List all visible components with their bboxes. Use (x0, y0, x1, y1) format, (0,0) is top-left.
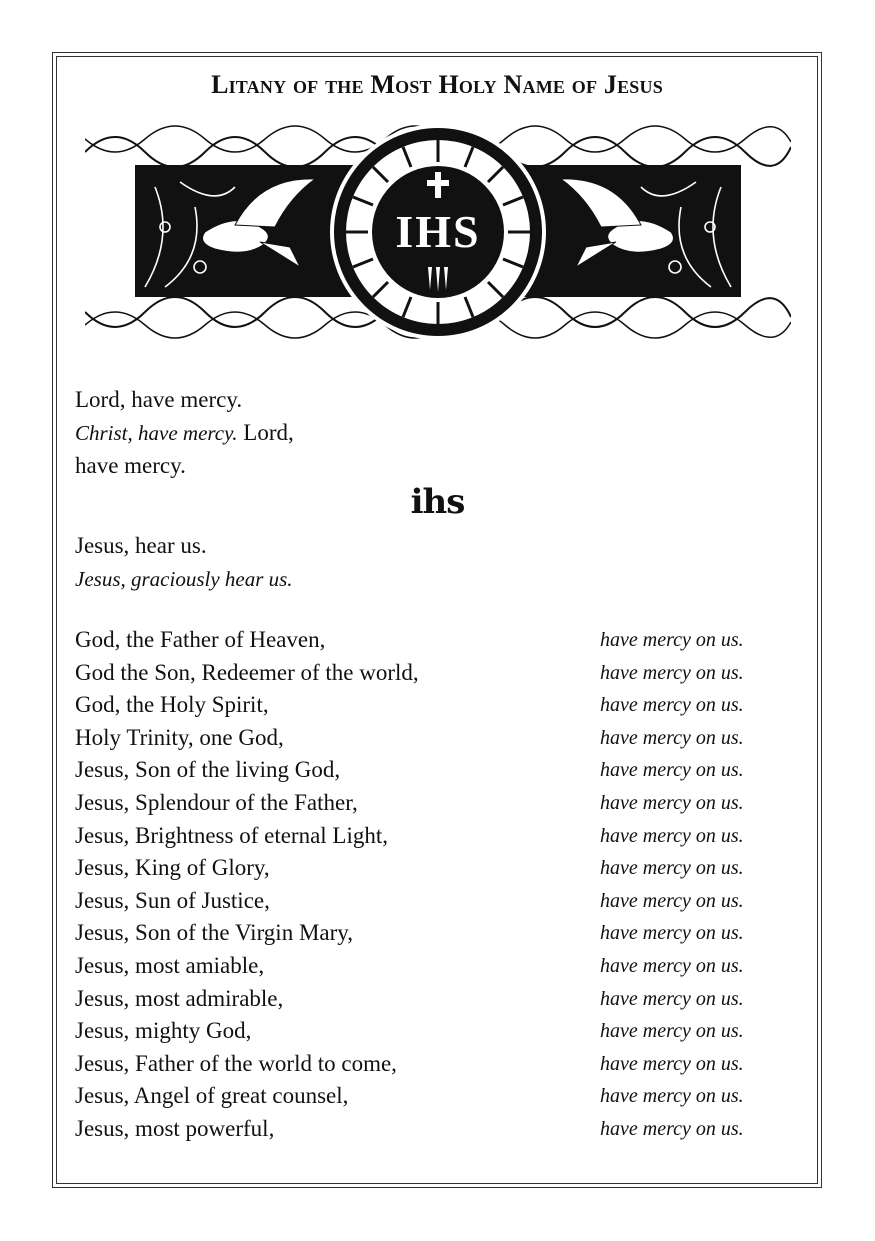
litany-row (75, 885, 775, 918)
page-title: Litany of the Most Holy Name of Jesus (211, 70, 663, 99)
litany-invocation: God the Son, Redeemer of the world, (75, 659, 419, 685)
litany-response: have mercy on us. (600, 1052, 744, 1075)
litany-response: have mercy on us. (600, 791, 744, 814)
litany-row (75, 983, 775, 1016)
litany-response: have mercy on us. (600, 629, 744, 651)
litany-row (75, 722, 775, 755)
litany-row (75, 917, 775, 950)
litany-response: have mercy on us. (600, 694, 744, 717)
litany-row (75, 820, 775, 853)
ihs-banner-illustration (85, 117, 791, 347)
litany-row (75, 754, 775, 787)
litany-response: have mercy on us. (600, 857, 744, 880)
kyrie-line-1: Lord, have mercy. (75, 387, 243, 412)
litany-invocation: Jesus, Father of the world to come, (75, 1050, 397, 1076)
litany-response: have mercy on us. (600, 759, 744, 782)
litany-row (75, 787, 775, 820)
ihs-monogram: IHS (395, 206, 481, 257)
litany-row (75, 1048, 775, 1081)
litany-row (75, 852, 775, 885)
litany-list (75, 624, 775, 1146)
hear-line-1: Jesus, hear us. (75, 533, 207, 558)
litany-response: have mercy on us. (600, 889, 744, 912)
kyrie-line-2-rest: Lord, (237, 420, 294, 445)
litany-response: have mercy on us. (600, 1117, 744, 1140)
litany-invocation: Jesus, most admirable, (75, 985, 284, 1011)
litany-invocation: Jesus, Sun of Justice, (75, 887, 270, 913)
litany-invocation: Jesus, Brightness of eternal Light, (75, 822, 389, 848)
ihs-small-monogram: ihs (410, 482, 465, 522)
litany-row (75, 689, 775, 722)
litany-row (75, 657, 775, 690)
litany-invocation: Jesus, most powerful, (75, 1115, 275, 1141)
litany-invocation: Jesus, mighty God, (75, 1018, 252, 1044)
litany-response: have mercy on us. (600, 1020, 744, 1043)
litany-invocation: Jesus, Angel of great counsel, (75, 1083, 349, 1109)
hear-line-2: Jesus, graciously hear us. (75, 567, 293, 591)
kyrie-line-2 (75, 417, 294, 449)
litany-row (75, 624, 775, 657)
kyrie-line-3: have mercy. (75, 453, 186, 478)
litany-response: have mercy on us. (600, 922, 744, 945)
litany-invocation: God, the Holy Spirit, (75, 692, 269, 718)
litany-response: have mercy on us. (600, 1085, 744, 1108)
litany-invocation: God, the Father of Heaven, (75, 627, 326, 652)
litany-invocation: Jesus, most amiable, (75, 952, 265, 978)
litany-invocation: Holy Trinity, one God, (75, 724, 284, 750)
litany-invocation: Jesus, Splendour of the Father, (75, 789, 358, 815)
litany-response: have mercy on us. (600, 824, 744, 847)
litany-response: have mercy on us. (600, 661, 744, 684)
litany-response: have mercy on us. (600, 987, 744, 1010)
litany-invocation: Jesus, Son of the Virgin Mary, (75, 920, 354, 946)
litany-row (75, 1015, 775, 1048)
litany-row (75, 1080, 775, 1113)
litany-response: have mercy on us. (600, 726, 744, 749)
litany-invocation: Jesus, King of Glory, (75, 855, 270, 881)
litany-row (75, 1113, 775, 1146)
litany-invocation: Jesus, Son of the living God, (75, 757, 341, 783)
litany-row (75, 950, 775, 983)
kyrie-response-italic: Christ, have mercy. (75, 421, 238, 445)
litany-response: have mercy on us. (600, 954, 744, 977)
